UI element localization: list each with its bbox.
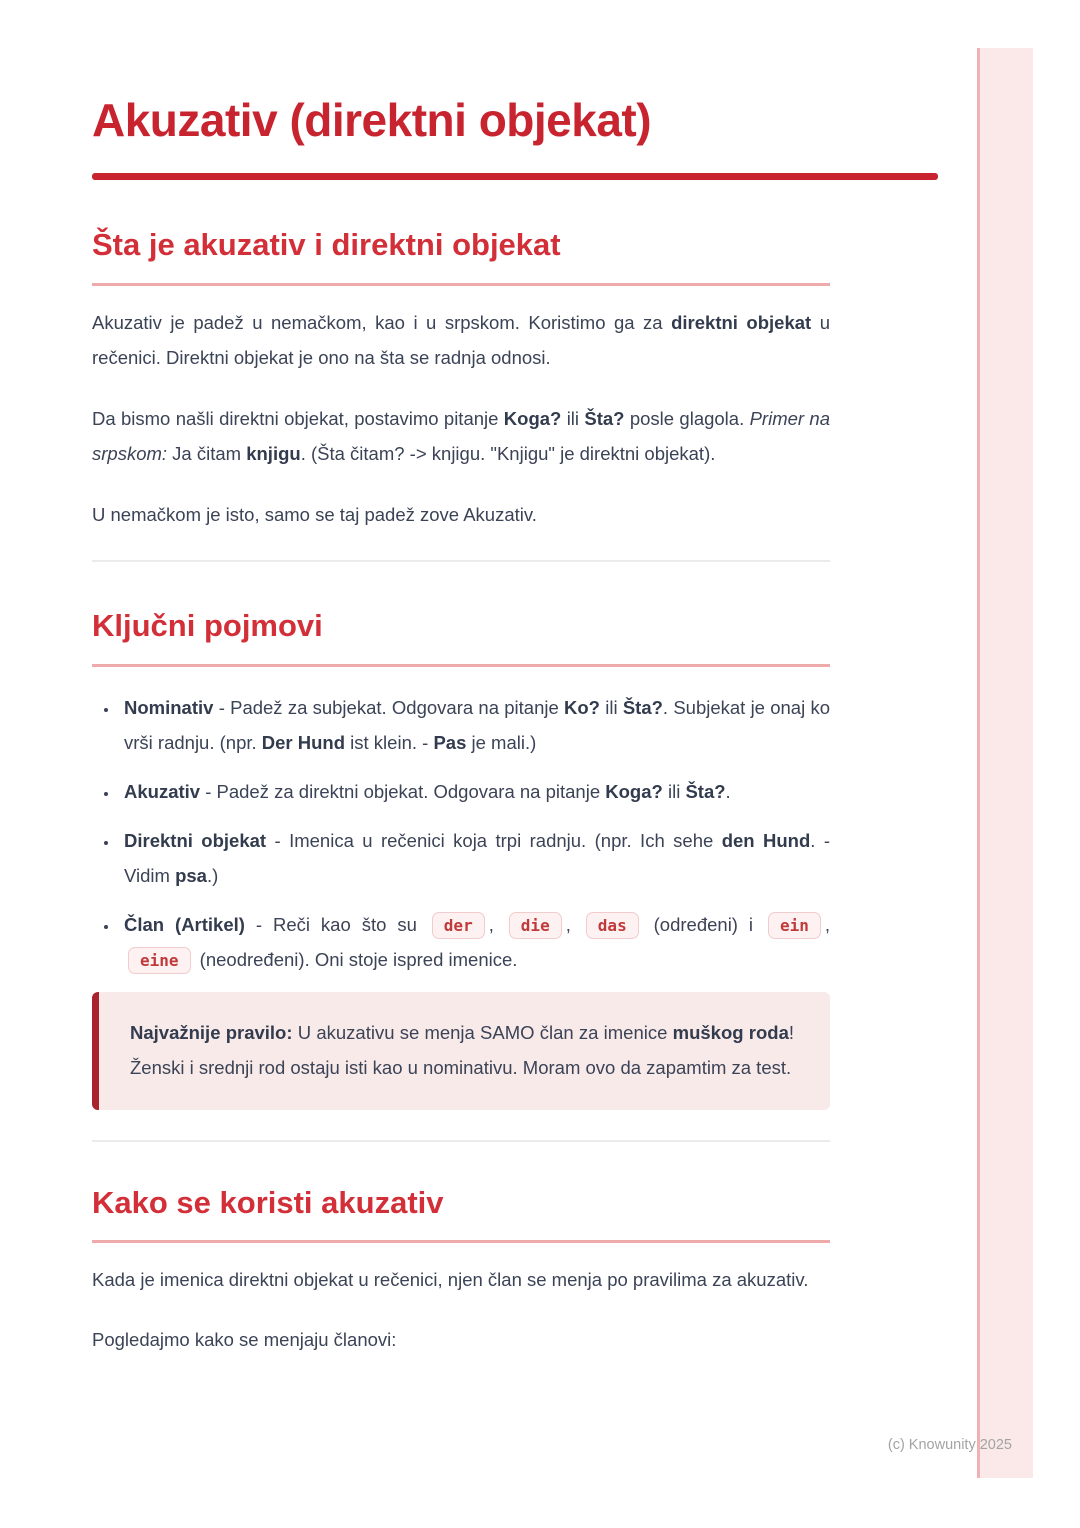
section-divider [92,560,830,562]
callout-important-rule [92,992,830,1110]
document-content [92,0,938,1357]
heading-underline [92,283,830,286]
paragraph-intro-1: Akuzativ je padež u nemačkom, kao i u srpskom. Koristimo ga za direktni objekat u rečenici. Direktni objekat je ono na šta se radnja odnosi. [92,312,830,369]
section-heading-intro: Šta je akuzativ i direktni objekat [92,226,561,262]
section-heading-key-terms: Ključni pojmovi [92,608,323,644]
section-usage [92,1184,830,1357]
list-item-akuzativ: • Akuzativ - Padež za direktni objekat. Odgovara na pitanje Koga? ili Šta?. [119,774,830,809]
heading-underline [92,664,830,667]
list-item-clan-artikel: • Član (Artikel) - Reči kao što su der , die , das (određeni) i ein , eine (neodređeni). Oni stoje ispred imenice. [119,907,830,977]
article-chip: eine [128,947,191,974]
paragraph-usage-1: Kada je imenica direktni objekat u rečenici, njen član se menja po pravilima za akuzativ. [92,1269,809,1291]
callout-text: Najvažnije pravilo: U akuzativu se menja SAMO član za imenice muškog roda! Ženski i srednji rod ostaju isti kao u nominativu. Moram ovo da zapamtim za test. [130,1022,794,1079]
list-item-nominativ: • Nominativ - Padež za subjekat. Odgovara na pitanje Ko? ili Šta?. Subjekat je onaj ko vrši radnju. (npr. Der Hund ist klein. - Pas je mali.) [119,690,830,760]
section-key-terms [92,607,830,1110]
paragraph-intro-3: U nemačkom je isto, samo se taj padež zove Akuzativ. [92,504,537,526]
list-item-direktni-objekat: • Direktni objekat - Imenica u rečenici koja trpi radnju. (npr. Ich sehe den Hund. - Vidim psa.) [119,823,830,893]
article-chip: die [509,912,562,939]
paragraph-usage-2: Pogledajmo kako se menjaju članovi: [92,1329,397,1351]
key-terms-list [92,690,830,977]
section-intro [92,226,830,532]
article-chip: ein [768,912,821,939]
section-divider [92,1140,830,1142]
article-chip: der [432,912,485,939]
article-chip: das [586,912,639,939]
section-heading-usage: Kako se koristi akuzativ [92,1185,444,1221]
paragraph-intro-2: Da bismo našli direktni objekat, postavimo pitanje Koga? ili Šta? posle glagola. Primer na srpskom: Ja čitam knjigu. (Šta čitam? -> knjigu. "Knjigu" je direktni objekat). [92,408,830,465]
heading-underline [92,1240,830,1243]
title-underline [92,173,938,180]
page-edge-stripe [977,48,1033,1478]
copyright-footer: (c) Knowunity 2025 [887,1437,1012,1453]
page-title: Akuzativ (direktni objekat) [92,94,652,146]
